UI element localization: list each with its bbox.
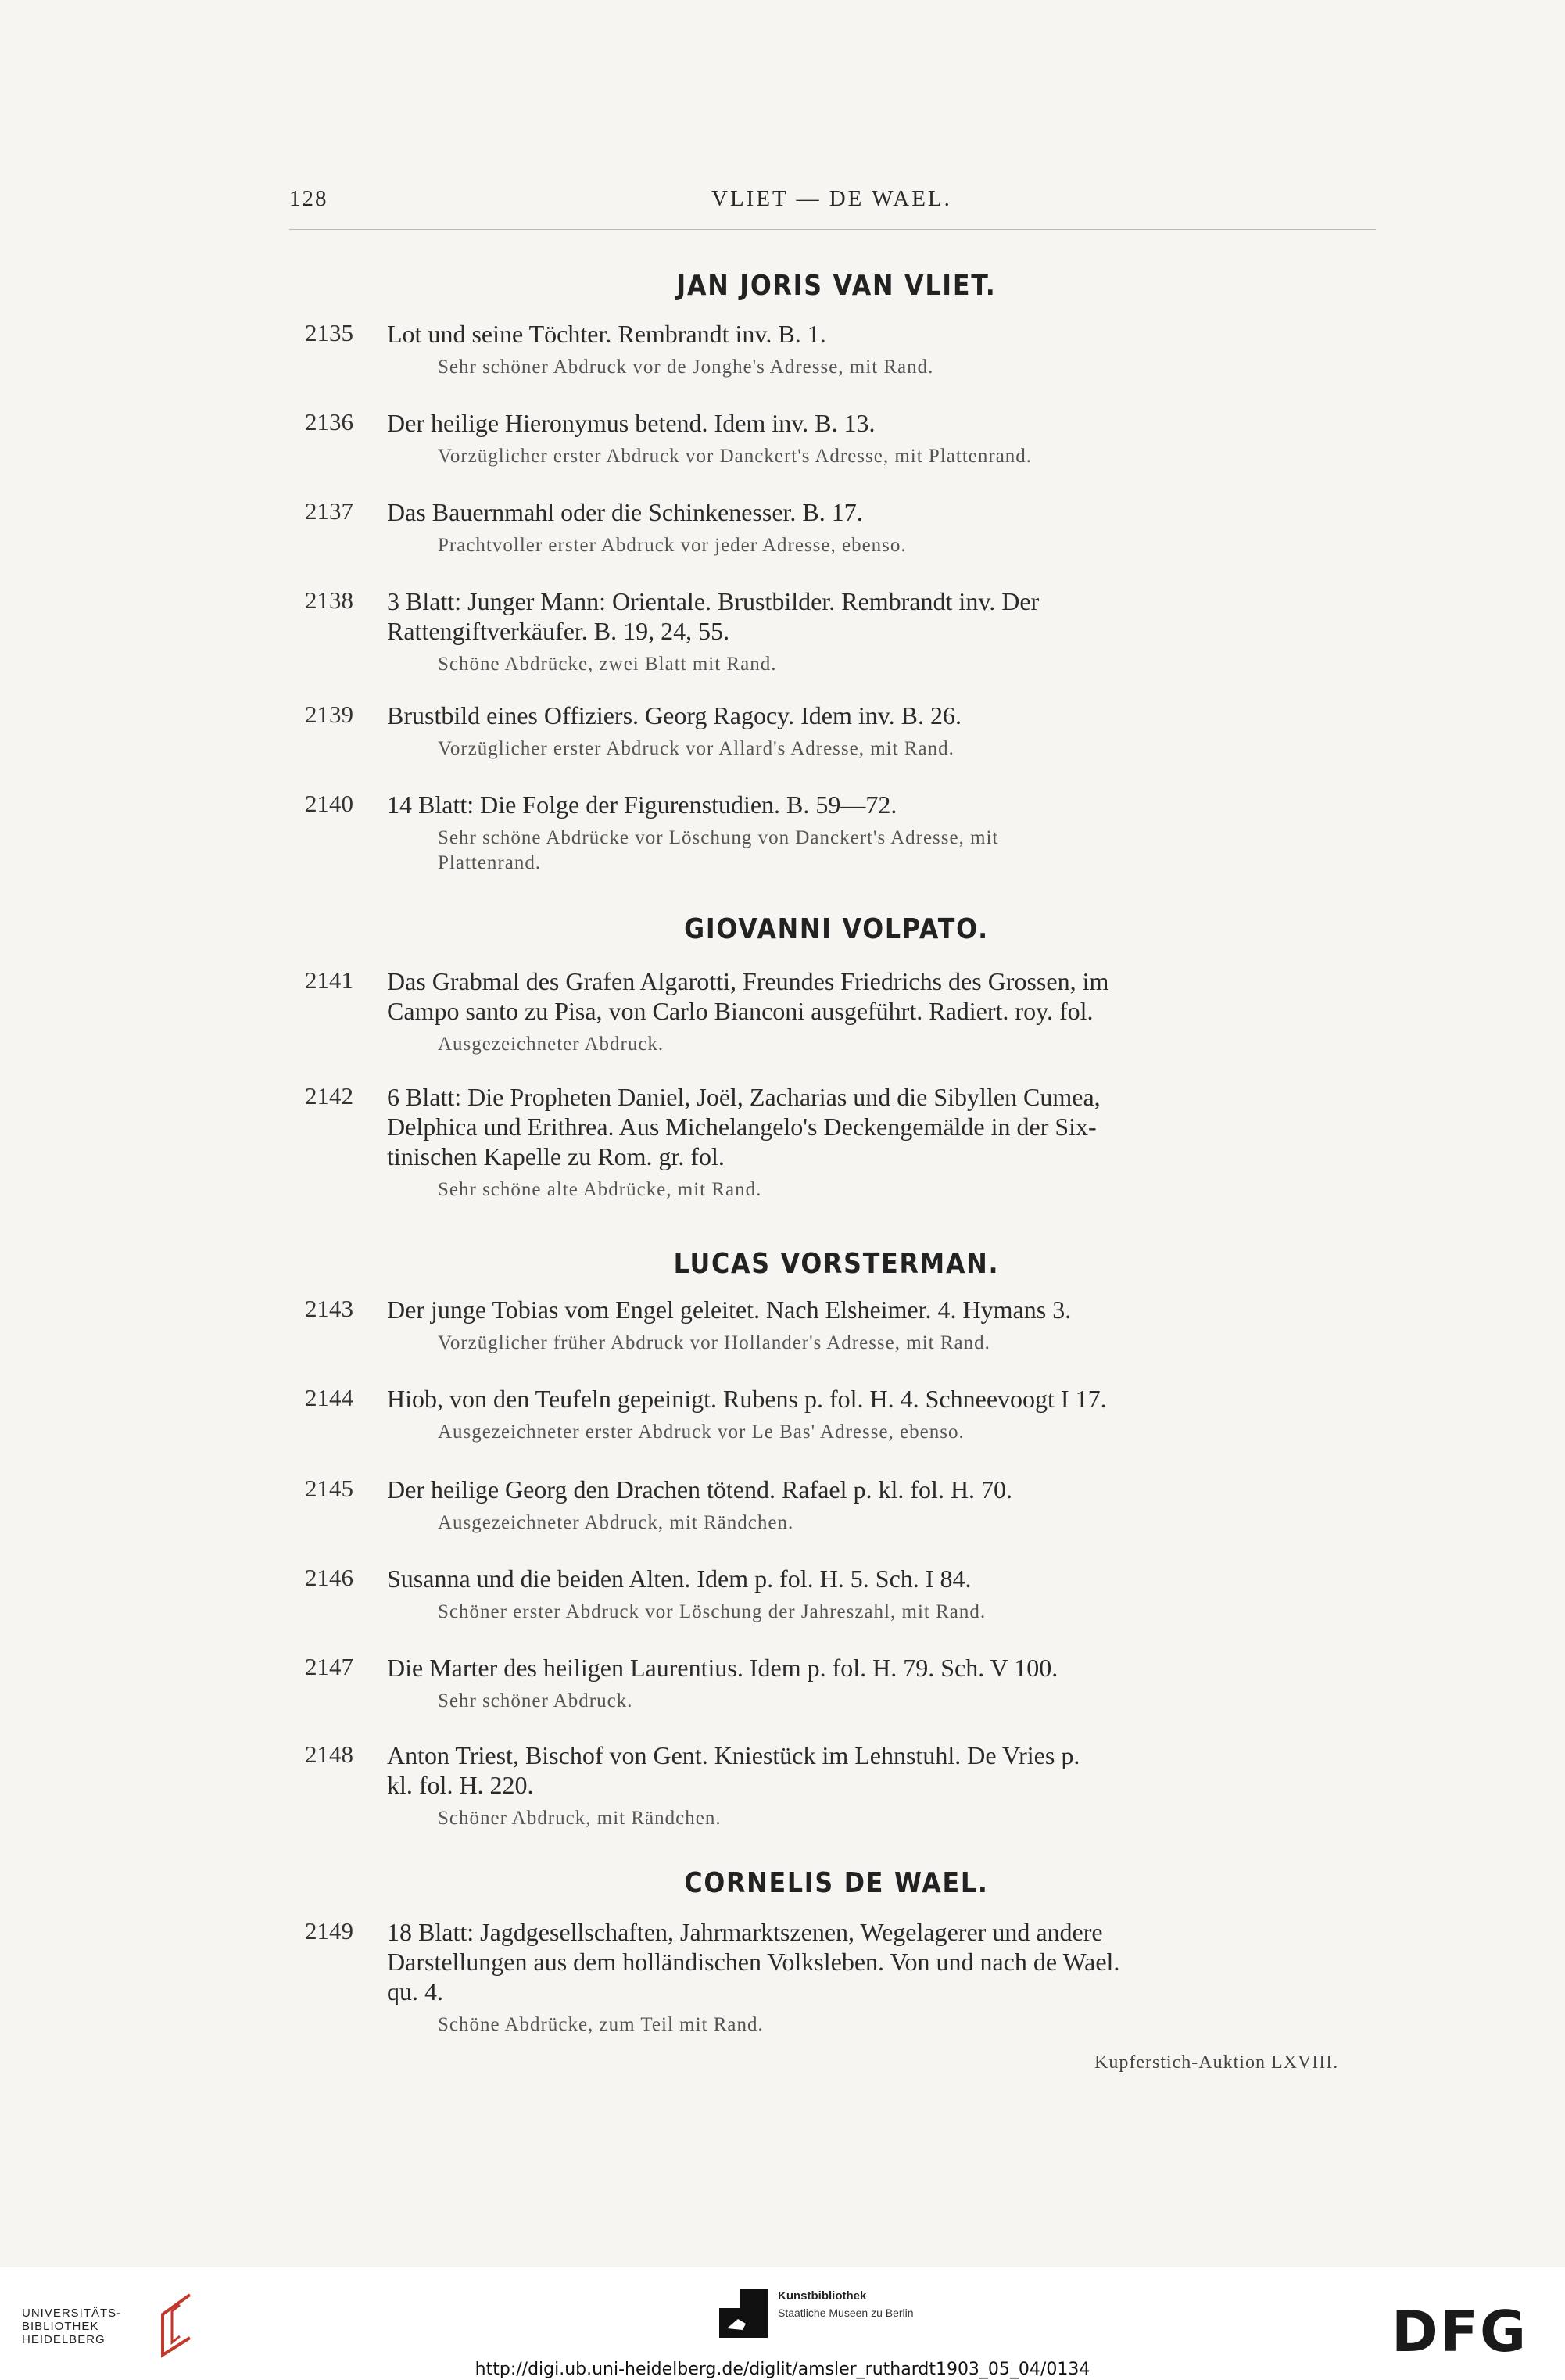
entry-note: Sehr schöne alte Abdrücke, mit Rand.	[438, 1179, 762, 1200]
entry-title: Der heilige Georg den Drachen tötend. Rafael p. kl. fol. H. 70.	[387, 1475, 1013, 1504]
catalogue-name: Kupferstich-Auktion LXVIII.	[1094, 2052, 1339, 2073]
entry-note: Sehr schöner Abdruck.	[438, 1690, 633, 1712]
entry-title: 6 Blatt: Die Propheten Daniel, Joël, Zacharias und die Sibyllen Cumea, Delphica und Erithrea. Aus Michelangelo's Deckengemälde in der Six- tinischen Kapelle zu Rom. gr. fol.	[387, 1083, 1101, 1170]
entry-title: Das Grabmal des Grafen Algarotti, Freundes Friedrichs des Grossen, im Campo santo zu Pisa, von Carlo Bianconi ausgeführt. Radiert. roy. fol.	[387, 967, 1109, 1025]
entry-title: Brustbild eines Offiziers. Georg Ragocy. Idem inv. B. 26.	[387, 701, 962, 729]
kunstbibliothek-title: Kunstbibliothek	[778, 2289, 867, 2303]
entry-note: Prachtvoller erster Abdruck vor jeder Adresse, ebenso.	[438, 535, 907, 556]
entry-title: 3 Blatt: Junger Mann: Orientale. Brustbilder. Rembrandt inv. Der Rattengiftverkäufer. B. 19, 24, 55.	[387, 587, 1040, 645]
page-number: 128	[289, 186, 328, 211]
digitization-footer	[0, 2267, 1565, 2380]
entry-note: Vorzüglicher erster Abdruck vor Allard's Adresse, mit Rand.	[438, 738, 954, 759]
entry-note: Sehr schöner Abdruck vor de Jonghe's Adresse, mit Rand.	[438, 357, 934, 378]
entry-note: Schöne Abdrücke, zum Teil mit Rand.	[438, 2014, 764, 2035]
entry-title: Das Bauernmahl oder die Schinkenesser. B. 17.	[387, 498, 863, 526]
entry-note: Schöner erster Abdruck vor Löschung der Jahreszahl, mit Rand.	[438, 1601, 987, 1622]
entry-note: Ausgezeichneter Abdruck.	[438, 1034, 664, 1055]
entry-number: 2135	[305, 319, 353, 346]
entry-title: 18 Blatt: Jagdgesellschaften, Jahrmarktszenen, Wegelagerer und andere Darstellungen aus dem holländischen Volksleben. Von und nach de Wael. qu. 4.	[387, 1918, 1120, 2005]
dfg-logo[interactable]: DFG	[1391, 2299, 1528, 2364]
entry-title: 14 Blatt: Die Folge der Figurenstudien. B. 59—72.	[387, 790, 897, 819]
entry-note: Sehr schöne Abdrücke vor Löschung von Danckert's Adresse, mit Plattenrand.	[438, 827, 999, 873]
entry-number: 2144	[305, 1384, 353, 1411]
header-rule	[289, 229, 1376, 230]
entry-title: Anton Triest, Bischof von Gent. Kniestück im Lehnstuhl. De Vries p. kl. fol. H. 220.	[387, 1741, 1080, 1799]
entry-number: 2145	[305, 1475, 353, 1502]
kunstbibliothek-subtitle: Staatliche Museen zu Berlin	[778, 2307, 914, 2319]
entry-note: Ausgezeichneter Abdruck, mit Rändchen.	[438, 1512, 794, 1533]
entry-number: 2147	[305, 1653, 353, 1680]
entry-number: 2138	[305, 586, 353, 614]
entry-title: Der heilige Hieronymus betend. Idem inv. B. 13.	[387, 409, 876, 437]
section-title: GIOVANNI VOLPATO.	[684, 913, 989, 945]
entry-number: 2140	[305, 790, 353, 817]
entry-number: 2142	[305, 1082, 353, 1109]
entry-number: 2146	[305, 1564, 353, 1591]
entry-number: 2137	[305, 497, 353, 525]
entry-note: Ausgezeichneter erster Abdruck vor Le Bas' Adresse, ebenso.	[438, 1421, 965, 1443]
entry-title: Lot und seine Töchter. Rembrandt inv. B. 1.	[387, 320, 826, 348]
entry-number: 2149	[305, 1917, 353, 1945]
entry-note: Schöne Abdrücke, zwei Blatt mit Rand.	[438, 654, 777, 675]
entry-number: 2143	[305, 1295, 353, 1322]
entry-title: Hiob, von den Teufeln gepeinigt. Rubens p. fol. H. 4. Schneevoogt I 17.	[387, 1385, 1107, 1413]
source-url-link[interactable]: http://digi.ub.uni-heidelberg.de/diglit/amsler_ruthardt1903_05_04/0134	[475, 2360, 1090, 2379]
entry-number: 2148	[305, 1740, 353, 1768]
entry-number: 2141	[305, 966, 353, 994]
section-title: CORNELIS DE WAEL.	[684, 1867, 989, 1899]
kunstbibliothek-logo-icon[interactable]	[719, 2289, 768, 2338]
section-title: LUCAS VORSTERMAN.	[673, 1248, 1000, 1280]
entry-note: Vorzüglicher erster Abdruck vor Danckert's Adresse, mit Plattenrand.	[438, 446, 1033, 467]
running-head: VLIET — DE WAEL.	[711, 186, 952, 211]
ub-heidelberg-logo-text[interactable]: UNIVERSITÄTS- BIBLIOTHEK HEIDELBERG	[22, 2307, 122, 2346]
entry-title: Die Marter des heiligen Laurentius. Idem p. fol. H. 79. Sch. V 100.	[387, 1654, 1058, 1682]
entry-title: Der junge Tobias vom Engel geleitet. Nach Elsheimer. 4. Hymans 3.	[387, 1296, 1072, 1324]
entry-number: 2136	[305, 408, 353, 435]
ub-heidelberg-mark-icon	[147, 2291, 194, 2361]
entry-title: Susanna und die beiden Alten. Idem p. fol. H. 5. Sch. I 84.	[387, 1565, 972, 1593]
section-title: JAN JORIS VAN VLIET.	[676, 270, 997, 302]
entry-note: Vorzüglicher früher Abdruck vor Hollander's Adresse, mit Rand.	[438, 1332, 990, 1353]
entry-number: 2139	[305, 701, 353, 728]
entry-note: Schöner Abdruck, mit Rändchen.	[438, 1808, 722, 1829]
